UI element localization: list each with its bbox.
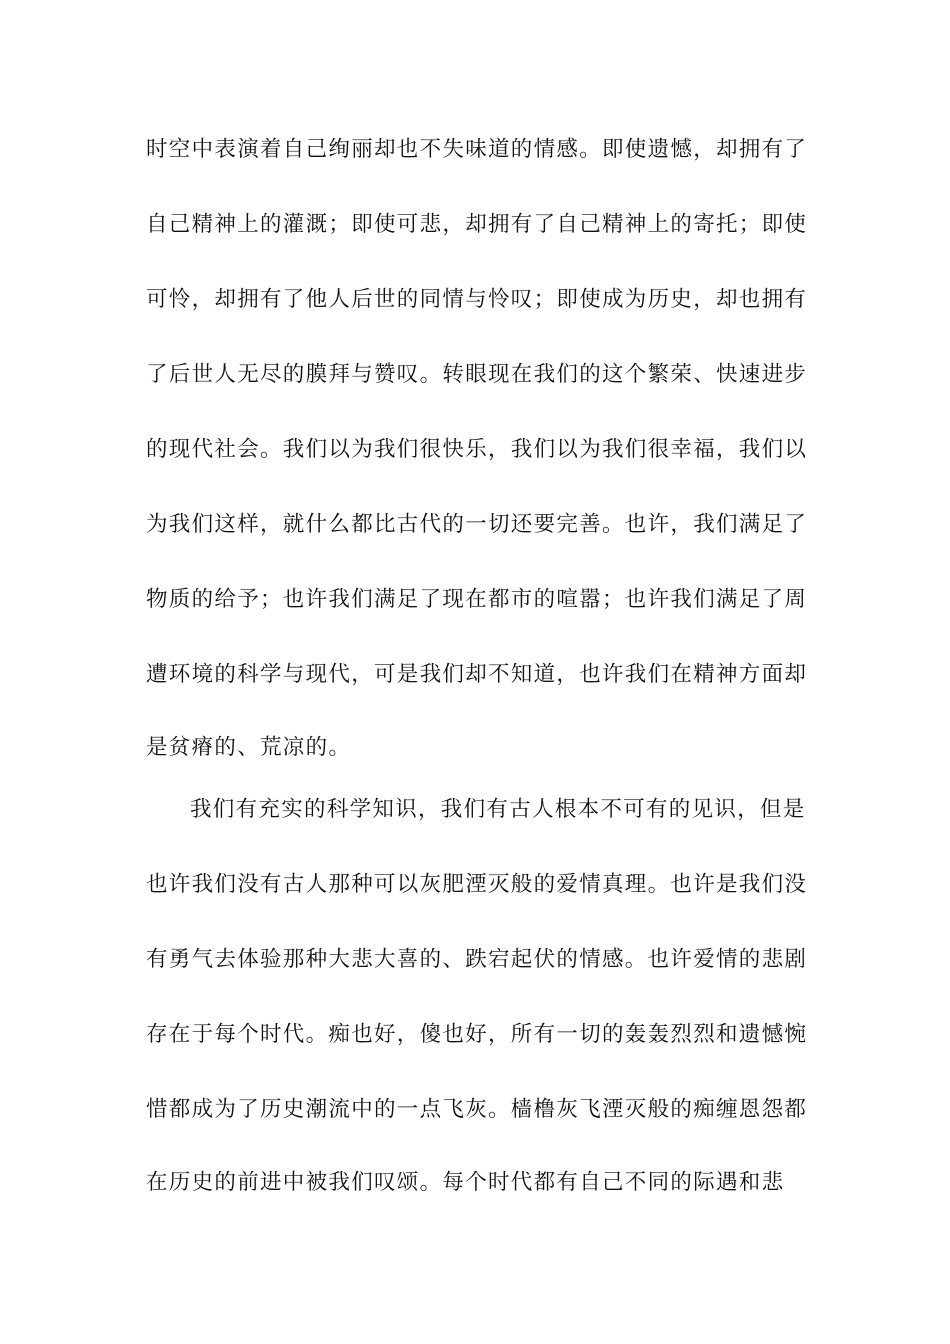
paragraph-1-line-7: 物质的给予；也许我们满足了现在都市的喧嚣；也许我们满足了周 <box>146 587 808 612</box>
paragraph-1-line-6: 为我们这样，就什么都比古代的一切还要完善。也许，我们满足了 <box>146 512 808 537</box>
paragraph-1-line-9: 是贫瘠的、荒凉的。 <box>146 735 352 760</box>
paragraph-2-line-1: 我们有充实的科学知识，我们有古人根本不可有的见识，但是 <box>190 797 806 822</box>
paragraph-1-line-5: 的现代社会。我们以为我们很快乐，我们以为我们很幸福，我们以 <box>146 437 808 462</box>
paragraph-1-line-1: 时空中表演着自己绚丽却也不失味道的情感。即使遗憾，却拥有了 <box>146 137 808 162</box>
paragraph-1-line-2: 自己精神上的灌溉；即使可悲，却拥有了自己精神上的寄托；即使 <box>146 212 808 237</box>
paragraph-2-line-2: 也许我们没有古人那种可以灰肥湮灭般的爱情真理。也许是我们没 <box>146 872 808 897</box>
paragraph-1-line-3: 可怜，却拥有了他人后世的同情与怜叹；即使成为历史，却也拥有 <box>146 287 808 312</box>
paragraph-2-line-4: 存在于每个时代。痴也好，傻也好，所有一切的轰轰烈烈和遗憾惋 <box>146 1022 808 1047</box>
paragraph-1-line-4: 了后世人无尽的膜拜与赞叹。转眼现在我们的这个繁荣、快速进步 <box>146 362 808 387</box>
paragraph-1-line-8: 遭环境的科学与现代，可是我们却不知道，也许我们在精神方面却 <box>146 662 808 687</box>
paragraph-2-line-5: 惜都成为了历史潮流中的一点飞灰。樯橹灰飞湮灭般的痴缠恩怨都 <box>146 1097 808 1122</box>
paragraph-2-line-6: 在历史的前进中被我们叹颂。每个时代都有自己不同的际遇和悲 <box>146 1170 785 1195</box>
paragraph-2-line-3: 有勇气去体验那种大悲大喜的、跌宕起伏的情感。也许爱情的悲剧 <box>146 947 808 972</box>
